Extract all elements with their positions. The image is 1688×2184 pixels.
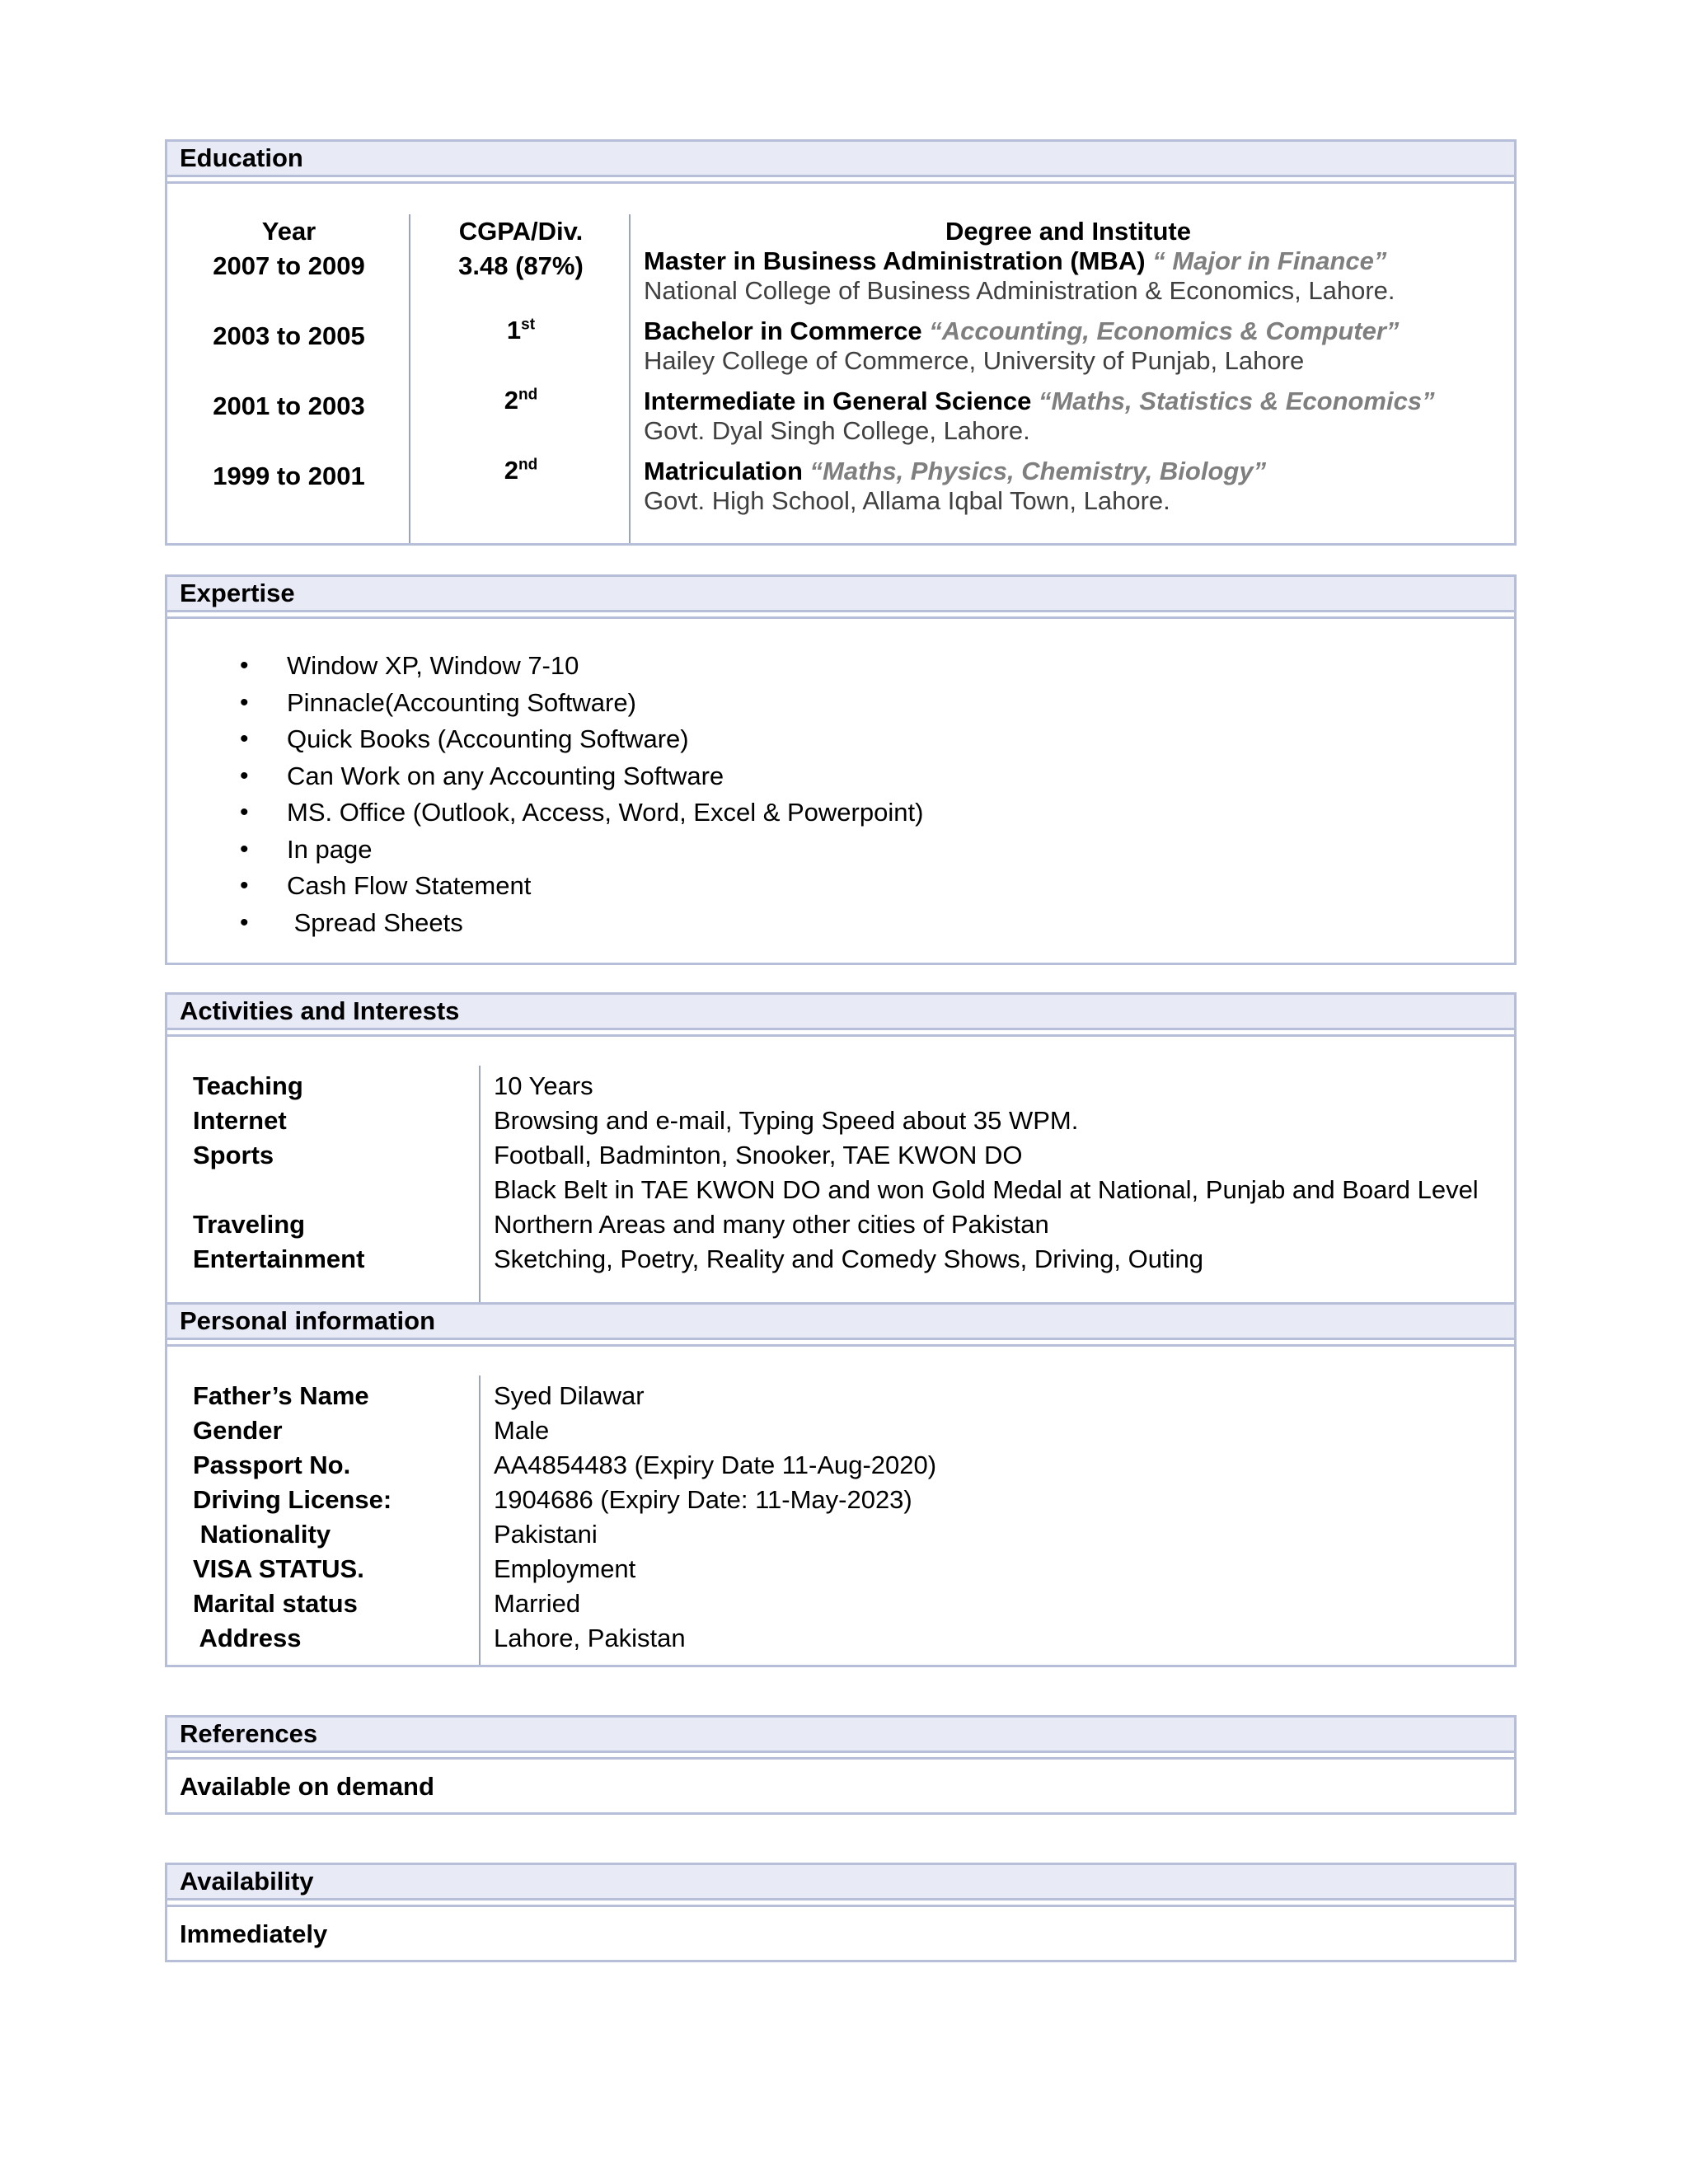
section-divider: [167, 612, 1514, 619]
list-item: • Can Work on any Accounting Software: [167, 760, 923, 797]
row-value: Male: [494, 1416, 550, 1445]
row-key: Father’s Name: [193, 1381, 369, 1410]
activities-section: [165, 992, 1517, 1306]
degree-major: “ Major in Finance”: [1145, 246, 1387, 275]
row-value: Black Belt in TAE KWON DO and won Gold Medal at National, Punjab and Board Level: [494, 1175, 1479, 1204]
section-divider: [167, 1030, 1514, 1037]
row-key: Passport No.: [193, 1451, 351, 1479]
list-item: • Spread Sheets: [167, 907, 923, 944]
references-section: [165, 1715, 1517, 1815]
cgpa-cell: [410, 251, 631, 281]
year-cell: 1999 to 2001: [213, 462, 365, 490]
list-item: • In page: [167, 833, 923, 870]
year-cell: 2007 to 2009: [213, 251, 365, 280]
cgpa-header: CGPA/Div.: [458, 217, 584, 246]
row-key: Entertainment: [193, 1244, 365, 1273]
table-row: [167, 1413, 1514, 1448]
list-item: • Cash Flow Statement: [167, 869, 923, 907]
table-row: [167, 1483, 1514, 1517]
degree-title: Intermediate in General Science: [644, 387, 1032, 415]
table-row: [167, 1586, 1514, 1621]
row-value: Lahore, Pakistan: [494, 1624, 686, 1652]
list-item: • MS. Office (Outlook, Access, Word, Excel & Powerpoint): [167, 796, 923, 833]
activities-heading: Activities and Interests: [167, 995, 1514, 1030]
expertise-list: [167, 649, 923, 943]
personal-section: [165, 1302, 1517, 1667]
row-value: Football, Badminton, Snooker, TAE KWON DO: [494, 1141, 1023, 1169]
cgpa-suffix: st: [521, 316, 536, 334]
expertise-heading: Expertise: [167, 577, 1514, 612]
cgpa-value: 2: [504, 456, 519, 485]
table-row: [167, 1104, 1514, 1138]
availability-text: Immediately: [180, 1919, 328, 1948]
degree-major: “Maths, Statistics & Economics”: [1031, 387, 1435, 415]
row-key: Traveling: [193, 1210, 306, 1239]
row-value: AA4854483 (Expiry Date 11-Aug-2020): [494, 1451, 937, 1479]
cgpa-suffix: nd: [518, 386, 538, 404]
table-row: [167, 1069, 1514, 1104]
list-item: • Quick Books (Accounting Software): [167, 723, 923, 760]
table-row: [167, 1621, 1514, 1656]
row-key: Internet: [193, 1106, 287, 1135]
cgpa-suffix: nd: [518, 456, 538, 474]
personal-heading: Personal information: [167, 1305, 1514, 1340]
cgpa-value: 2: [504, 386, 519, 415]
education-heading: Education: [167, 142, 1514, 177]
table-row: [167, 1517, 1514, 1552]
table-row: [167, 1552, 1514, 1586]
table-row: [167, 1379, 1514, 1413]
table-row: [167, 1173, 1514, 1207]
degree-title: Bachelor in Commerce: [644, 316, 922, 345]
row-value: 1904686 (Expiry Date: 11-May-2023): [494, 1485, 912, 1514]
table-row: [167, 1448, 1514, 1483]
section-divider: [167, 1900, 1514, 1907]
degree-institute: Hailey College of Commerce, University of Punjab, Lahore: [644, 346, 1305, 375]
year-cell: 2003 to 2005: [213, 321, 365, 350]
cgpa-cell: [410, 316, 631, 345]
row-key: Address: [193, 1624, 302, 1652]
degree-entry: [644, 246, 1509, 306]
degree-major: “Accounting, Economics & Computer”: [921, 316, 1400, 345]
section-divider: [167, 177, 1514, 184]
degree-title: Master in Business Administration (MBA): [644, 246, 1146, 275]
cgpa-value: 1: [506, 316, 522, 344]
degree-institute: Govt. High School, Allama Iqbal Town, Lahore.: [644, 486, 1170, 515]
degree-title: Matriculation: [644, 457, 803, 485]
education-section: [165, 139, 1517, 546]
degree-institute: Govt. Dyal Singh College, Lahore.: [644, 416, 1030, 445]
section-divider: [167, 1340, 1514, 1347]
row-value: Sketching, Poetry, Reality and Comedy Shows, Driving, Outing: [494, 1244, 1203, 1273]
row-value: Married: [494, 1589, 581, 1618]
row-key: Sports: [193, 1141, 274, 1169]
cgpa-cell: [410, 386, 631, 415]
list-item: • Pinnacle(Accounting Software): [167, 687, 923, 724]
degree-institute: National College of Business Administration & Economics, Lahore.: [644, 276, 1395, 305]
row-value: Browsing and e-mail, Typing Speed about 35 WPM.: [494, 1106, 1079, 1135]
row-key: Driving License:: [193, 1485, 392, 1514]
degree-column: [644, 184, 1509, 543]
row-key: Gender: [193, 1416, 283, 1445]
availability-section: [165, 1863, 1517, 1962]
table-row: [167, 1242, 1514, 1277]
table-row: [167, 1207, 1514, 1242]
year-cell: 2001 to 2003: [213, 391, 365, 420]
row-value: Syed Dilawar: [494, 1381, 645, 1410]
row-key: Teaching: [193, 1071, 303, 1100]
list-item: • Window XP, Window 7-10: [167, 649, 923, 687]
degree-entry: [644, 316, 1509, 376]
references-heading: References: [167, 1718, 1514, 1753]
references-text: Available on demand: [180, 1772, 434, 1801]
row-value: 10 Years: [494, 1071, 593, 1100]
section-divider: [167, 1753, 1514, 1760]
degree-major: “Maths, Physics, Chemistry, Biology”: [802, 457, 1267, 485]
cgpa-value: 3.48 (87%): [458, 251, 584, 280]
row-value: Pakistani: [494, 1520, 598, 1549]
row-key: Marital status: [193, 1589, 358, 1618]
degree-entry: [644, 457, 1509, 516]
cgpa-cell: [410, 456, 631, 485]
row-key: VISA STATUS.: [193, 1554, 364, 1583]
table-row: [167, 1138, 1514, 1173]
degree-header: Degree and Institute: [945, 217, 1191, 246]
year-header: Year: [261, 217, 316, 246]
education-table: [167, 184, 1514, 543]
degree-entry: [644, 387, 1509, 446]
row-key: Nationality: [193, 1520, 331, 1549]
row-value: Employment: [494, 1554, 636, 1583]
expertise-section: [165, 574, 1517, 965]
availability-heading: Availability: [167, 1865, 1514, 1900]
row-value: Northern Areas and many other cities of Pakistan: [494, 1210, 1049, 1239]
